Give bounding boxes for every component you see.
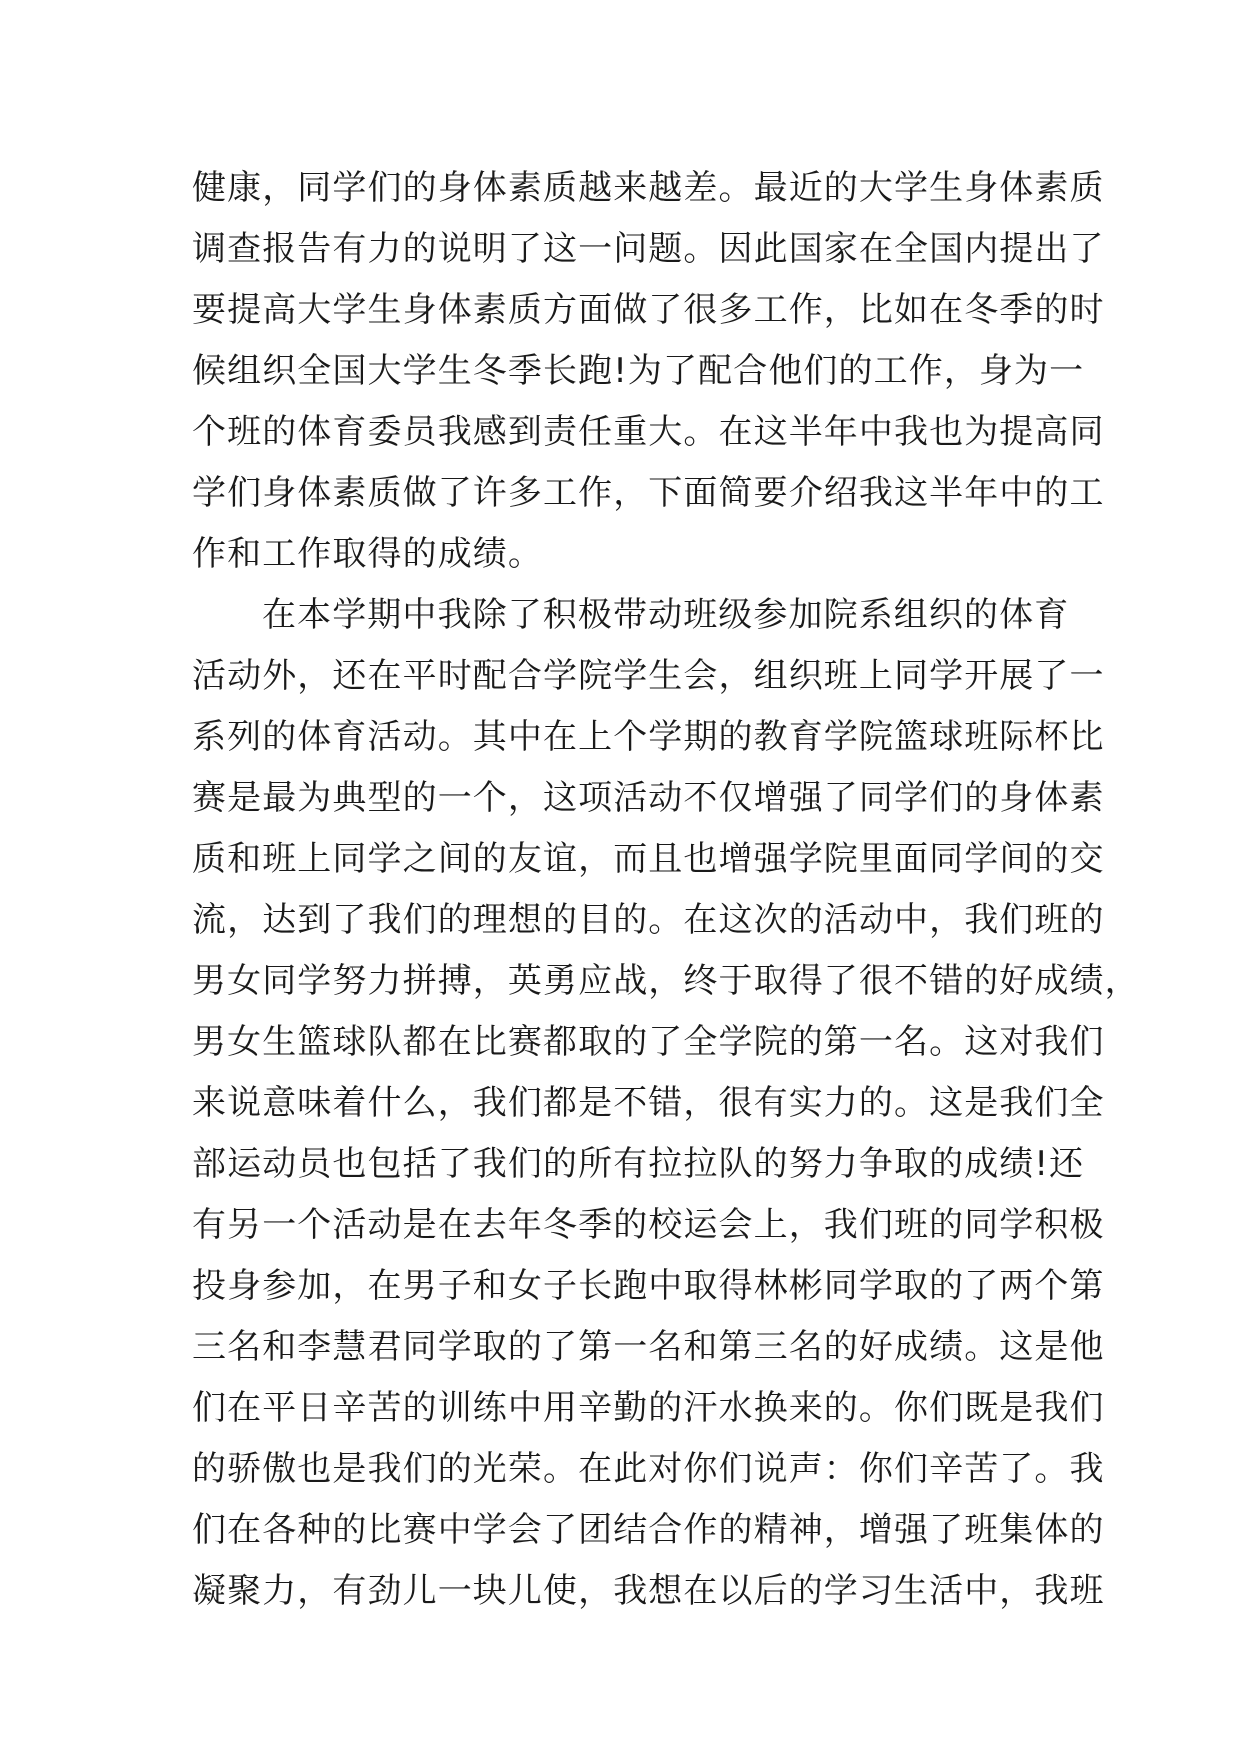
text-line: 质和班上同学之间的友谊，而且也增强学院里面同学间的交 xyxy=(192,839,1105,879)
text-line: 凝聚力，有劲儿一块儿使，我想在以后的学习生活中，我班 xyxy=(192,1571,1105,1611)
text-line: 流，达到了我们的理想的目的。在这次的活动中，我们班的 xyxy=(192,900,1105,940)
paragraph xyxy=(192,585,1140,1622)
text-line: 个班的体育委员我感到责任重大。在这半年中我也为提高同 xyxy=(192,412,1105,452)
body-text xyxy=(192,158,1140,1622)
text-line: 要提高大学生身体素质方面做了很多工作，比如在冬季的时 xyxy=(192,290,1105,330)
text-line: 系列的体育活动。其中在上个学期的教育学院篮球班际杯比 xyxy=(192,717,1105,757)
text-line: 学们身体素质做了许多工作，下面简要介绍我这半年中的工 xyxy=(192,473,1105,513)
text-line: 的骄傲也是我们的光荣。在此对你们说声：你们辛苦了。我 xyxy=(192,1449,1105,1489)
text-line: 候组织全国大学生冬季长跑!为了配合他们的工作，身为一 xyxy=(192,351,1085,391)
text-line: 男女同学努力拼搏，英勇应战，终于取得了很不错的好成绩， xyxy=(192,961,1140,1001)
text-line: 部运动员也包括了我们的所有拉拉队的努力争取的成绩!还 xyxy=(192,1144,1085,1184)
text-line: 男女生篮球队都在比赛都取的了全学院的第一名。这对我们 xyxy=(192,1022,1105,1062)
paragraph xyxy=(192,158,1105,585)
text-line: 健康，同学们的身体素质越来越差。最近的大学生身体素质 xyxy=(192,168,1105,208)
text-line: 们在各种的比赛中学会了团结合作的精神，增强了班集体的 xyxy=(192,1510,1105,1550)
text-line: 作和工作取得的成绩。 xyxy=(192,534,543,574)
text-line: 们在平日辛苦的训练中用辛勤的汗水换来的。你们既是我们 xyxy=(192,1388,1105,1428)
text-line: 三名和李慧君同学取的了第一名和第三名的好成绩。这是他 xyxy=(192,1327,1105,1367)
text-line: 赛是最为典型的一个，这项活动不仅增强了同学们的身体素 xyxy=(192,778,1105,818)
text-line: 活动外，还在平时配合学院学生会，组织班上同学开展了一 xyxy=(192,656,1105,696)
text-line: 投身参加，在男子和女子长跑中取得林彬同学取的了两个第 xyxy=(192,1266,1105,1306)
text-line: 调查报告有力的说明了这一问题。因此国家在全国内提出了 xyxy=(192,229,1105,269)
text-line: 来说意味着什么，我们都是不错，很有实力的。这是我们全 xyxy=(192,1083,1105,1123)
text-line: 在本学期中我除了积极带动班级参加院系组织的体育 xyxy=(262,595,1070,635)
text-line: 有另一个活动是在去年冬季的校运会上，我们班的同学积极 xyxy=(192,1205,1105,1245)
